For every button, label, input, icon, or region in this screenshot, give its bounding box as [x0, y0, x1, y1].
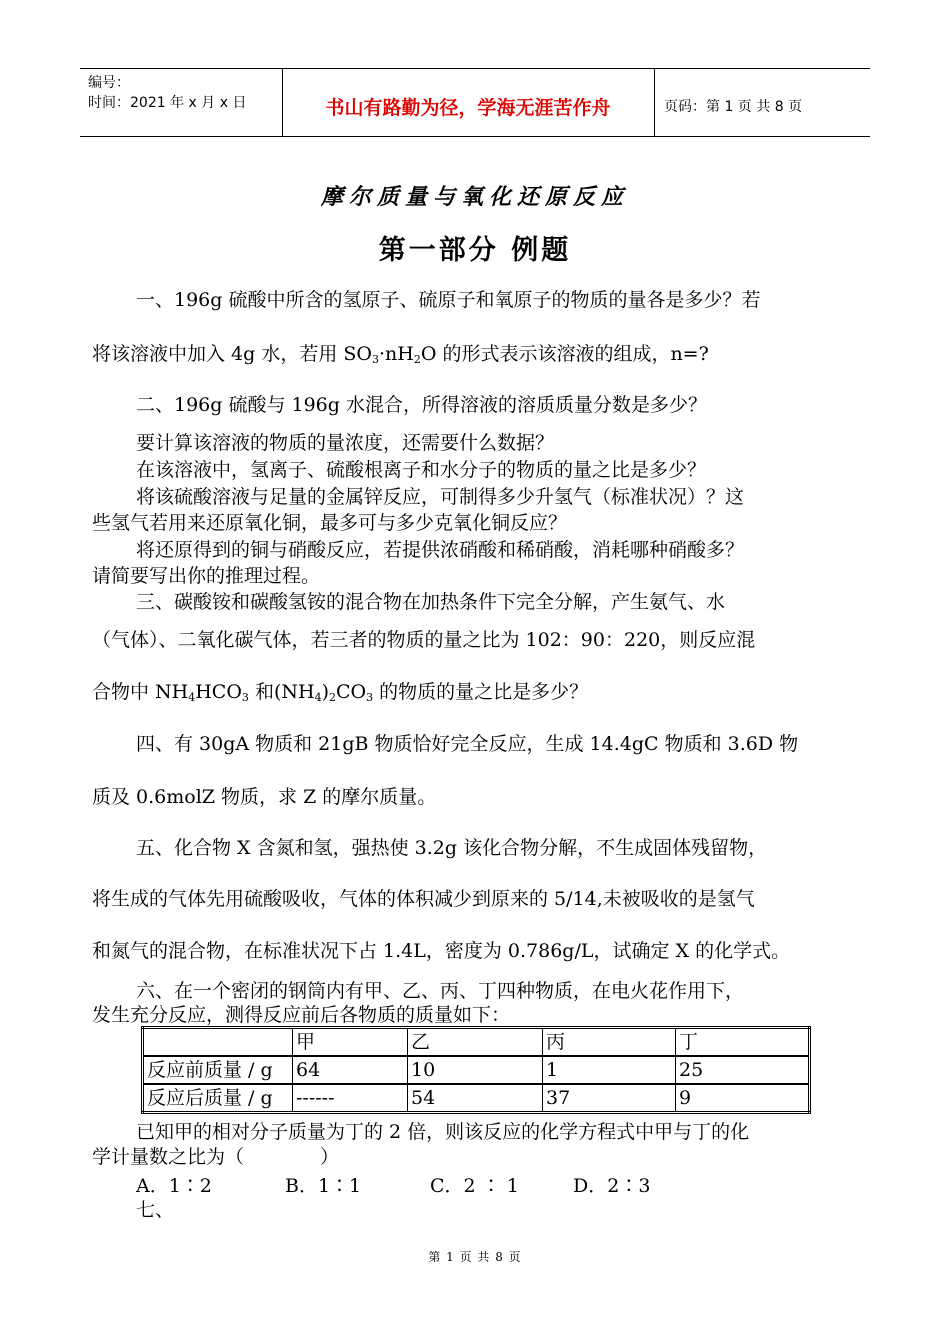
table-cell: ------ — [293, 1084, 408, 1113]
q2-line: 将该硫酸溶液与足量的金属锌反应，可制得多少升氢气（标准状况）？这 — [136, 486, 745, 508]
header-motto: 书山有路勤为径，学海无涯苦作舟 — [325, 97, 611, 119]
option-a: A．1∶2 — [136, 1175, 212, 1197]
header-page-info: 页码：第 1 页 共 8 页 — [664, 99, 803, 115]
q4-line: 四、有 30gA 物质和 21gB 物质恰好完全反应，生成 14.4gC 物质和 3.6D 物 — [136, 733, 799, 755]
q4-line: 质及 0.6molZ 物质，求 Z 的摩尔质量。 — [92, 786, 437, 808]
table-cell: 丙 — [543, 1028, 676, 1057]
option-c: C．2 ∶ 1 — [430, 1175, 519, 1197]
number-label: 编号： — [88, 75, 130, 91]
table-header-row — [143, 1028, 810, 1057]
mass-table — [141, 1026, 811, 1114]
q6-line: 已知甲的相对分子质量为丁的 2 倍，则该反应的化学方程式中甲与丁的化 — [136, 1121, 750, 1143]
q1-line: 将该溶液中加入 4g 水，若用 $SO_3\cdot nH_2O$ 的形式表示该溶液的组成，n=? — [92, 343, 709, 366]
q2-line: 些氢气若用来还原氧化铜，最多可与多少克氧化铜反应？ — [92, 512, 568, 534]
q2-line: 二、196g 硫酸与 196g 水混合，所得溶液的溶质质量分数是多少？ — [136, 394, 707, 416]
q1-line: 一、196g 硫酸中所含的氢原子、硫原子和氧原子的物质的量各是多少？若 — [136, 289, 761, 311]
document-title: 摩尔质量与氧化还原反应 — [320, 184, 629, 210]
q2-line: 要计算该溶液的物质的量浓度，还需要什么数据？ — [136, 432, 555, 454]
option-b: B．1∶1 — [285, 1175, 362, 1197]
table-cell: 10 — [408, 1056, 543, 1084]
table-cell: 反应后质量 / g — [143, 1084, 293, 1113]
table-cell: 1 — [543, 1056, 676, 1084]
q5-line: 将生成的气体先用硫酸吸收，气体的体积减少到原来的 5/14,未被吸收的是氢气 — [92, 888, 755, 910]
table-row — [143, 1084, 810, 1113]
q3-line: （气体）、二氧化碳气体，若三者的物质的量之比为 102：90：220，则反应混 — [92, 629, 756, 651]
table-cell: 丁 — [676, 1028, 810, 1057]
q5-line: 和氮气的混合物，在标准状况下占 1.4L，密度为 0.786g/L，试确定 X 的化学式。 — [92, 940, 791, 962]
q5-line: 五、化合物 X 含氮和氢，强热使 3.2g 该化合物分解，不生成固体残留物， — [136, 837, 768, 859]
date-label: 时间：2021 年 x 月 x 日 — [88, 95, 247, 111]
q2-line: 在该溶液中，氢离子、硫酸根离子和水分子的物质的量之比是多少？ — [136, 459, 707, 481]
q6-line: 发生充分反应，测得反应前后各物质的质量如下： — [92, 1004, 511, 1026]
table-cell: 25 — [676, 1056, 810, 1084]
q2-line: 将还原得到的铜与硝酸反应，若提供浓硝酸和稀硝酸，消耗哪种硝酸多？ — [136, 539, 745, 561]
table-row — [143, 1056, 810, 1084]
table-cell: 37 — [543, 1084, 676, 1113]
header-meta — [88, 73, 246, 113]
q6-line: 学计量数之比为（ ） — [92, 1146, 340, 1168]
table-cell: 54 — [408, 1084, 543, 1113]
q6-line: 六、在一个密闭的钢筒内有甲、乙、丙、丁四种物质，在电火花作用下， — [136, 980, 745, 1002]
header-divider — [654, 69, 655, 136]
q7-label: 七、 — [136, 1199, 175, 1221]
option-d: D．2∶3 — [573, 1175, 651, 1197]
table-cell: 9 — [676, 1084, 810, 1113]
table-cell: 甲 — [293, 1028, 408, 1057]
table-cell — [143, 1028, 293, 1057]
page-footer: 第 1 页 共 8 页 — [428, 1250, 522, 1264]
table-cell: 64 — [293, 1056, 408, 1084]
q2-line: 请简要写出你的推理过程。 — [92, 565, 321, 587]
page-header — [80, 68, 870, 137]
table-cell: 乙 — [408, 1028, 543, 1057]
q3-line: 合物中 $NH_4HCO_3$ 和$(NH_4)_2CO_3$ 的物质的量之比是多少？ — [92, 681, 589, 704]
table-cell: 反应前质量 / g — [143, 1056, 293, 1084]
section-title: 第一部分 例题 — [378, 235, 572, 266]
q3-line: 三、碳酸铵和碳酸氢铵的混合物在加热条件下完全分解，产生氨气、水 — [136, 591, 726, 613]
